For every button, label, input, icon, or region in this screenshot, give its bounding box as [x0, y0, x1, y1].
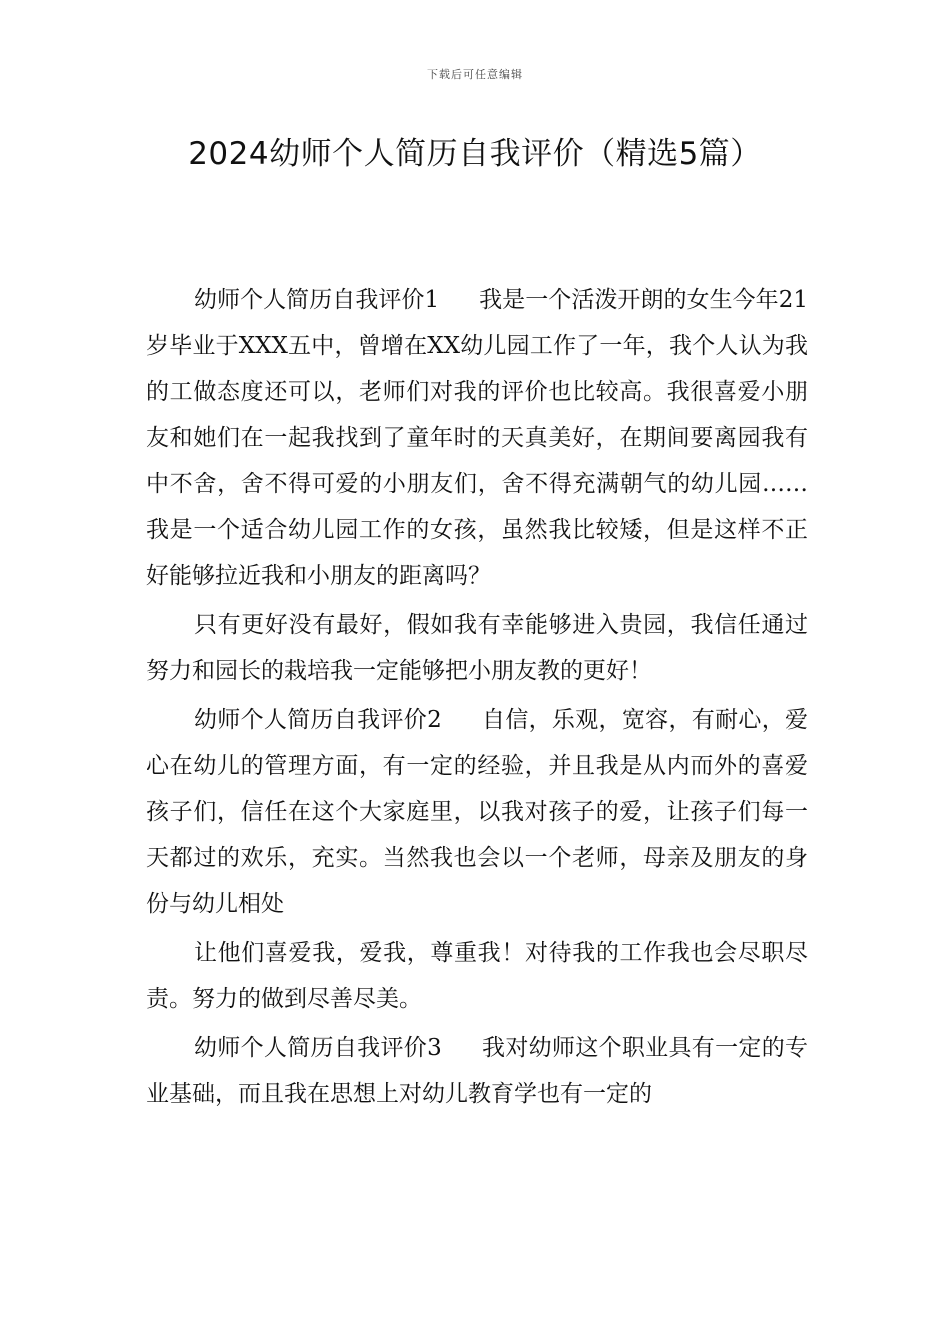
paragraph-text-1: 我是一个活泼开朗的女生今年21岁毕业于XXX五中，曾增在XX幼儿园工作了一年，我个人认为我的工做态度还可以，老师们对我的评价也比较高。我很喜爱小朋友和她们在一起我找到了童年时的天真美好，在期间要离园我有中不舍，舍不得可爱的小朋友们，舍不得充满朝气的幼儿园……我是一个适合幼儿园工作的女孩，虽然我比较矮，但是这样不正好能够拉近我和小朋友的距离吗？ — [146, 287, 808, 589]
document-body — [146, 277, 808, 1120]
paragraph-text-5: 我对幼师这个职业具有一定的专业基础，而且我在思想上对幼儿教育学也有一定的 — [146, 1035, 808, 1107]
section-heading-2: 幼师个人简历自我评价2 — [194, 707, 442, 733]
paragraph-1 — [146, 277, 808, 599]
paragraph-3 — [146, 697, 808, 927]
section-heading-1: 幼师个人简历自我评价1 — [194, 287, 440, 313]
paragraph-text-3: 自信，乐观，宽容，有耐心，爱心在幼儿的管理方面，有一定的经验，并且我是从内而外的喜爱孩子们，信任在这个大家庭里，以我对孩子的爱，让孩子们每一天都过的欢乐，充实。当然我也会以一个老师，母亲及朋友的身份与幼儿相处 — [146, 707, 808, 917]
paragraph-text-4: 让他们喜爱我，爱我，尊重我！对待我的工作我也会尽职尽责。努力的做到尽善尽美。 — [146, 940, 808, 1012]
paragraph-2 — [146, 602, 808, 694]
section-heading-3: 幼师个人简历自我评价3 — [194, 1035, 442, 1061]
paragraph-5 — [146, 1025, 808, 1117]
paragraph-4 — [146, 930, 808, 1022]
header-note: 下载后可任意编辑 — [427, 68, 523, 81]
paragraph-text-2: 只有更好没有最好，假如我有幸能够进入贵园，我信任通过努力和园长的栽培我一定能够把小朋友教的更好！ — [146, 612, 808, 684]
document-title: 2024幼师个人简历自我评价（精选5篇） — [188, 136, 762, 172]
